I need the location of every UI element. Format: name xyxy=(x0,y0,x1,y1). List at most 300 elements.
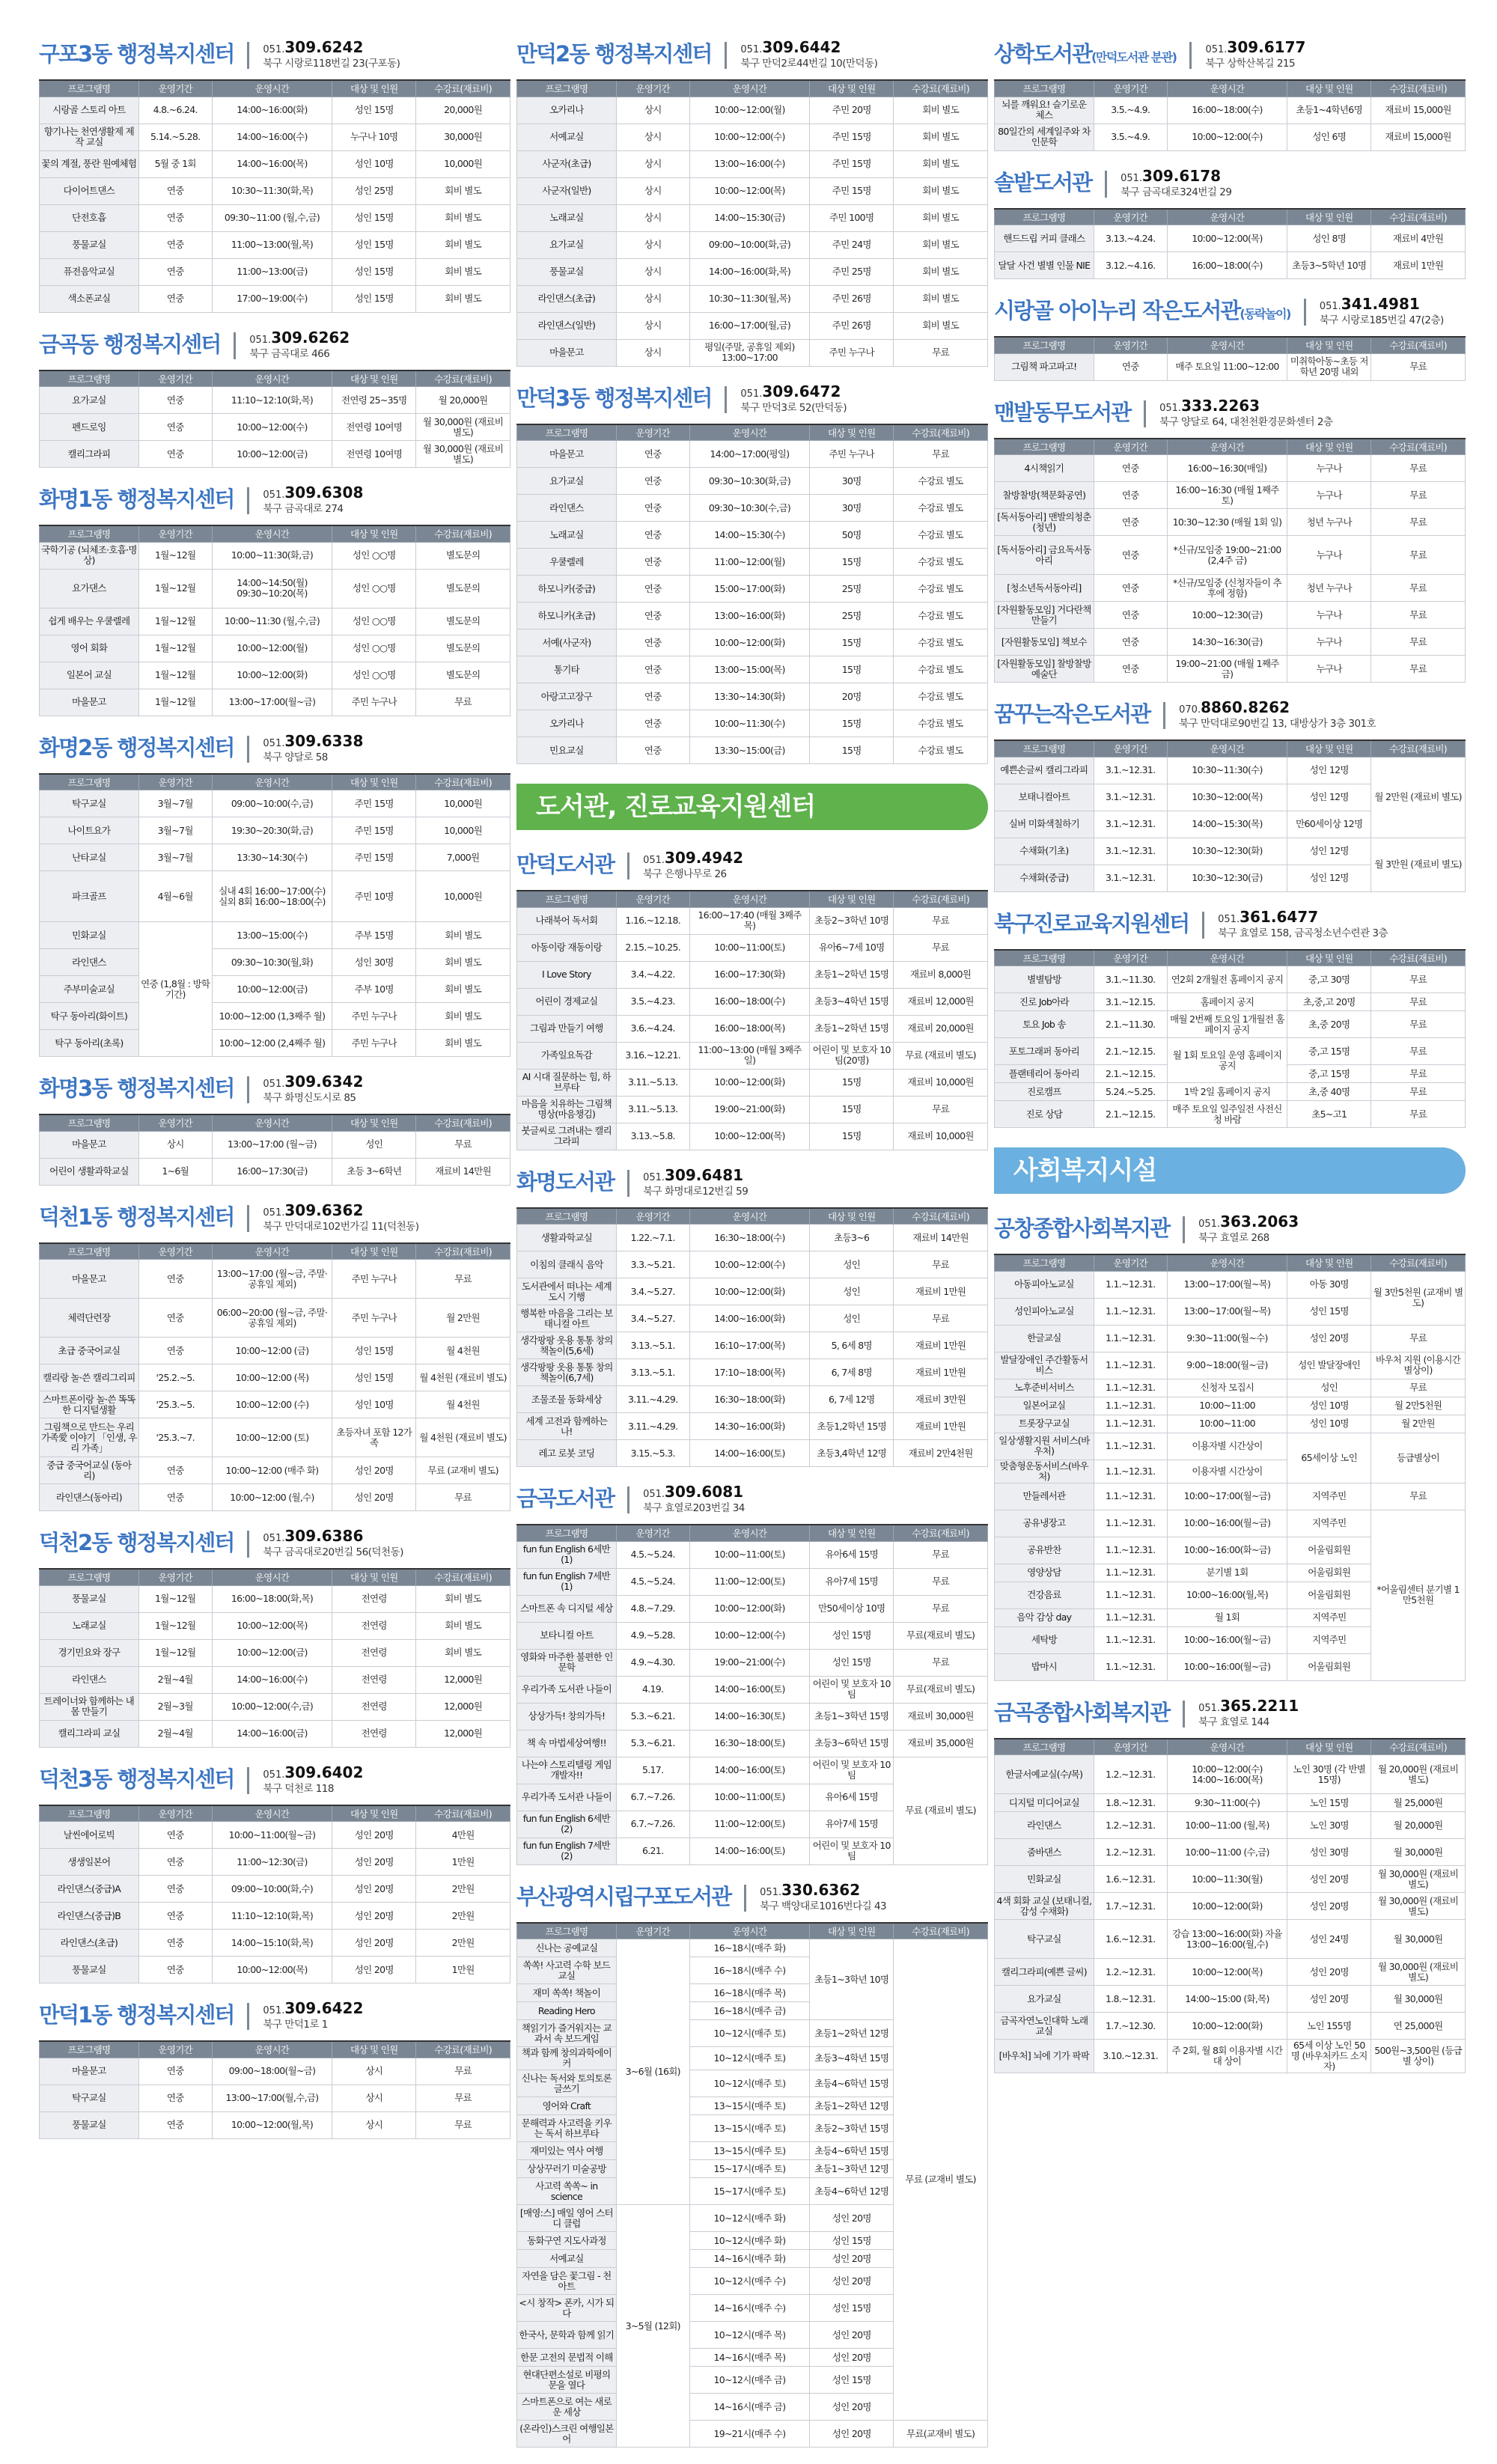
phone-number: 309.6242 xyxy=(284,38,364,56)
program-target: 어린이 및 보호자 10팀 xyxy=(810,1676,894,1703)
table-row xyxy=(517,1730,988,1757)
program-name: 라인댄스 xyxy=(517,495,617,522)
column-header: 운영시간 xyxy=(212,525,332,542)
program-name: 건강음료 xyxy=(995,1582,1094,1608)
table-row xyxy=(995,629,1466,656)
program-period: 3.15.~5.3. xyxy=(616,1440,689,1467)
facility-name-text: 시랑골 아이누리 작은도서관 xyxy=(994,298,1240,323)
program-name: 풍물교실 xyxy=(40,231,139,258)
program-time: 16:00~18:00(수) xyxy=(689,988,810,1015)
facility-address: 북구 금곡대로324번길 29 xyxy=(1121,186,1232,198)
phone-prefix: 051. xyxy=(1205,44,1228,55)
program-target: 지역주민 xyxy=(1287,1483,1371,1510)
table-row xyxy=(995,1959,1466,1986)
program-target: 전연령 xyxy=(332,1693,416,1720)
facility-name-sub: (동락놀이) xyxy=(1240,307,1290,321)
program-time: 16:30~18:00(수) xyxy=(689,1225,810,1251)
column-header: 수강료(재료비) xyxy=(416,2041,510,2058)
program-target: 성인 20명 xyxy=(332,1484,416,1511)
program-target: 주민 20명 xyxy=(810,97,894,123)
program-name: 쉽게 배우는 우쿨렐레 xyxy=(40,608,139,635)
table-row xyxy=(40,1457,510,1484)
facility-address: 북구 금곡대로 466 xyxy=(249,347,330,360)
column-header: 운영기간 xyxy=(138,80,212,97)
program-target: 유아7세 15명 xyxy=(810,1568,894,1595)
program-period: 2월~4월 xyxy=(138,1720,212,1747)
table-row xyxy=(517,934,988,961)
program-target: 성인 10명 xyxy=(332,150,416,177)
program-time: 11:10~12:10(화,목) xyxy=(212,387,332,414)
table-row xyxy=(40,844,510,871)
program-name: Reading Hero xyxy=(517,2002,617,2020)
phone-prefix: 051. xyxy=(643,1489,665,1500)
program-target: 15명 xyxy=(810,549,894,576)
program-time: 10:00~12:00(수) xyxy=(1167,123,1287,150)
program-name: 보타니컬 아트 xyxy=(517,1622,617,1649)
program-time: 13:00~15:00(수) xyxy=(212,922,332,949)
program-fee: 무료 xyxy=(1371,1101,1466,1128)
column-header: 운영기간 xyxy=(138,370,212,387)
program-fee: 무료 xyxy=(1371,482,1466,509)
table-row xyxy=(995,1483,1466,1510)
program-period: 5.3.~6.21. xyxy=(616,1703,689,1730)
program-period: 연중 xyxy=(1094,629,1167,656)
program-target: 초등2~3학년 10명 xyxy=(810,907,894,934)
program-period: 연중 xyxy=(138,1484,212,1511)
program-period: 연중 xyxy=(1094,536,1167,575)
header-divider xyxy=(247,2003,249,2030)
facility-phone xyxy=(263,2001,363,2018)
facility-address: 북구 양달로 58 xyxy=(263,751,328,763)
program-fee: 무료 (재료비 별도) xyxy=(894,1757,988,1864)
program-time: 10~12시(매주 금) xyxy=(689,2367,810,2394)
program-period: 연중 xyxy=(1094,509,1167,536)
program-target: 성인 xyxy=(810,1251,894,1278)
program-name: 맞춤형운동서비스(바우처) xyxy=(995,1460,1094,1483)
table-row xyxy=(517,1440,988,1467)
program-target: 성인 ○○명 xyxy=(332,635,416,662)
program-time: 16:00~17:00(월,금) xyxy=(689,312,810,339)
column-header: 프로그램명 xyxy=(40,2041,139,2058)
facility-name xyxy=(994,1698,1169,1727)
program-period: 3.1.~12.31. xyxy=(1094,811,1167,838)
program-target: 상시 xyxy=(332,2085,416,2111)
program-name: 노래교실 xyxy=(517,522,617,549)
program-time: 19:00~21:00(수) xyxy=(689,1649,810,1676)
program-target: 성인 15명 xyxy=(810,2232,894,2250)
program-target: 미취학아동~초등 저학년 20명 내외 xyxy=(1287,353,1371,380)
program-fee: 재료비 1만원 xyxy=(894,1359,988,1386)
program-fee: 무료 xyxy=(416,2058,510,2085)
program-fee: 수강료 별도 xyxy=(894,710,988,737)
program-time: 10:00~11:00(월~금) xyxy=(212,1822,332,1849)
facility-address: 북구 금곡대로 274 xyxy=(263,503,344,515)
facility-section xyxy=(39,39,510,313)
program-period: 2.15.~10.25. xyxy=(616,934,689,961)
table-row xyxy=(517,603,988,629)
program-period: 3.11.~5.13. xyxy=(616,1069,689,1096)
facility-section xyxy=(516,850,988,1150)
program-target: 성인 15명 xyxy=(332,231,416,258)
table-row xyxy=(517,1676,988,1703)
program-table xyxy=(516,890,988,1150)
program-name: 색소폰교실 xyxy=(40,285,139,312)
column-header: 프로그램명 xyxy=(40,1114,139,1131)
program-target: 초등1~3학년 12명 xyxy=(810,2160,894,2178)
program-period: 3.5.~4.23. xyxy=(616,988,689,1015)
column-header: 수강료(재료비) xyxy=(894,424,988,441)
program-name: 펜드로잉 xyxy=(40,414,139,441)
program-table xyxy=(39,2040,510,2139)
column-header: 운영기간 xyxy=(138,1805,212,1822)
phone-number: 309.6338 xyxy=(284,731,364,750)
program-fee: 수강료 별도 xyxy=(894,629,988,656)
program-target: 유아6세 15명 xyxy=(810,1784,894,1811)
table-row xyxy=(40,689,510,716)
program-target: 15명 xyxy=(810,629,894,656)
program-period: 1.1.~12.31. xyxy=(1094,1582,1167,1608)
column-header: 운영시간 xyxy=(689,891,810,907)
table-row xyxy=(995,1415,1466,1433)
phone-number: 309.6481 xyxy=(665,1165,744,1184)
program-target: 전연령 xyxy=(332,1666,416,1693)
program-name: 조물조물 동화세상 xyxy=(517,1386,617,1413)
header-divider xyxy=(234,332,236,359)
program-target: 성인 12명 xyxy=(1287,838,1371,864)
program-period: 3.1.~12.31. xyxy=(1094,757,1167,784)
program-name: 체력단련장 xyxy=(40,1299,139,1338)
program-target: 15명 xyxy=(810,737,894,764)
program-name: 행복한 마음을 그리는 보태니컬 아트 xyxy=(517,1305,617,1332)
program-time: 14:00~16:00(목) xyxy=(212,150,332,177)
program-period: 3.11.~4.29. xyxy=(616,1386,689,1413)
program-period: 1.2.~12.31. xyxy=(1094,1959,1167,1986)
program-time: 14:00~16:00(금) xyxy=(212,1720,332,1747)
table-row xyxy=(995,2040,1466,2073)
program-period: 1.2.~12.31. xyxy=(1094,1839,1167,1866)
facility-name-text: 덕천2동 행정복지센터 xyxy=(39,1530,234,1555)
column-header: 대상 및 인원 xyxy=(1287,209,1371,225)
program-fee: 무료 xyxy=(1371,1065,1466,1083)
program-name: <시 창작> 폰카, 시가 되다 xyxy=(517,2295,617,2322)
column-header: 수강료(재료비) xyxy=(1371,439,1466,455)
program-fee: 월 30,000원 xyxy=(1371,1986,1466,2013)
column-header: 수강료(재료비) xyxy=(416,1243,510,1260)
program-fee: 무료 xyxy=(1371,966,1466,993)
program-fee: 무료 xyxy=(1371,993,1466,1011)
table-row xyxy=(995,1271,1466,1298)
program-period: 상시 xyxy=(616,312,689,339)
program-fee: 별도문의 xyxy=(416,635,510,662)
program-fee: 2만원 xyxy=(416,1903,510,1930)
program-target: 주민 25명 xyxy=(810,258,894,285)
facility-name-text: 화명1동 행정복지센터 xyxy=(39,487,234,512)
program-time: 14:00~15:30(금) xyxy=(689,204,810,231)
program-name: 토요 Job 송 xyxy=(995,1011,1094,1038)
facility-header xyxy=(994,39,1466,73)
program-name: 라인댄스 xyxy=(995,1812,1094,1839)
program-period: 1월~12월 xyxy=(138,1612,212,1639)
facility-section xyxy=(39,1764,510,1984)
facility-header xyxy=(39,733,510,767)
program-period: 4.9.~5.28. xyxy=(616,1622,689,1649)
table-row xyxy=(40,177,510,204)
table-row xyxy=(40,123,510,150)
program-name: 민요교실 xyxy=(517,737,617,764)
column-header: 수강료(재료비) xyxy=(894,1208,988,1225)
program-time: 실내 4회 16:00~17:00(수) 실외 8회 16:00~18:00(수) xyxy=(212,871,332,922)
facility-section xyxy=(39,733,510,1058)
program-period: 연중 xyxy=(138,285,212,312)
table-row xyxy=(40,387,510,414)
program-name: [자원활동모임] 찰방찰방예술단 xyxy=(995,656,1094,683)
facility-contact xyxy=(263,484,363,516)
header-divider xyxy=(725,42,727,69)
table-row xyxy=(995,1510,1466,1537)
table-row xyxy=(40,1030,510,1057)
column-header: 대상 및 인원 xyxy=(332,525,416,542)
program-name: 플랜테리어 동아리 xyxy=(995,1065,1094,1083)
table-row xyxy=(995,2013,1466,2040)
program-period: 연중 xyxy=(138,1957,212,1983)
program-name: 수채화(기초) xyxy=(995,838,1094,864)
program-target: 누구나 xyxy=(1287,602,1371,629)
program-fee: 월 20,000원 xyxy=(1371,1812,1466,1839)
program-period: 연중 xyxy=(138,1849,212,1876)
program-target: 성인 xyxy=(332,1131,416,1158)
program-fee: 회비 별도 xyxy=(894,231,988,258)
table-row xyxy=(40,97,510,123)
program-time: 10:00~12:00(월,목) xyxy=(212,2111,332,2138)
header-divider xyxy=(627,1486,629,1513)
phone-number: 330.6362 xyxy=(781,1880,861,1899)
program-target: 초등4~6학년 15명 xyxy=(810,2070,894,2097)
table-header-row xyxy=(517,891,988,907)
program-target: 성인 8명 xyxy=(1287,225,1371,252)
program-fee: 무료 xyxy=(894,1649,988,1676)
table-row xyxy=(40,1391,510,1418)
column-header: 프로그램명 xyxy=(40,80,139,97)
program-name: 그림책으로 만드는 우리 가족愛 이야기 「인생, 우리 가족」 xyxy=(40,1418,139,1457)
program-period: 3.1.~11.30. xyxy=(1094,966,1167,993)
program-period: 5.3.~6.21. xyxy=(616,1730,689,1757)
program-time: 16~18시(매주 금) xyxy=(689,2002,810,2020)
program-period: 연중 xyxy=(138,2085,212,2111)
facility-header xyxy=(39,1764,510,1799)
table-row xyxy=(40,949,510,976)
program-time: 14~16시(매주 목) xyxy=(689,2349,810,2367)
program-name: 캘리랑 놀·쓴 캘리그리피 xyxy=(40,1364,139,1391)
table-row xyxy=(995,1011,1466,1038)
facility-section xyxy=(39,1202,510,1512)
program-table xyxy=(39,370,510,469)
program-target: 상시 xyxy=(332,2058,416,2085)
table-row xyxy=(40,1612,510,1639)
table-row xyxy=(40,1876,510,1903)
program-name: 책 속 마법세상여행!! xyxy=(517,1730,617,1757)
facility-header xyxy=(994,1213,1466,1248)
phone-number: 333.2263 xyxy=(1181,396,1260,415)
table-row xyxy=(517,683,988,710)
table-row xyxy=(40,922,510,949)
program-target: 성인 24명 xyxy=(1287,1920,1371,1959)
table-row xyxy=(995,1755,1466,1794)
program-name: 단전호흡 xyxy=(40,204,139,231)
program-name: 상상꾸러기 미술공방 xyxy=(517,2160,617,2178)
program-time: 11:00~13:00 (매월 3째주 일) xyxy=(689,1042,810,1069)
program-time: 13~15시(매주 토) xyxy=(689,2115,810,2142)
program-period: 2.1.~12.15. xyxy=(1094,1038,1167,1065)
program-name: 오카리나 xyxy=(517,710,617,737)
program-fee: 무료 xyxy=(894,1595,988,1622)
program-target: 성인 15명 xyxy=(332,1338,416,1364)
facility-name xyxy=(39,1528,234,1558)
program-time: *신규/모임중 19:00~21:00 (2,4주 금) xyxy=(1167,536,1287,575)
facility-name xyxy=(994,168,1091,198)
program-period: 1.2.~12.31. xyxy=(1094,1755,1167,1794)
table-row xyxy=(995,225,1466,252)
program-time: 17:00~19:00(수) xyxy=(212,285,332,312)
program-time: 13:30~15:00(금) xyxy=(689,737,810,764)
program-target: 성인 ○○명 xyxy=(332,608,416,635)
program-target: 유아7세 15명 xyxy=(810,1811,894,1838)
program-time: 10:00~12:00 (토) xyxy=(212,1418,332,1457)
program-target: 성인 15명 xyxy=(810,2367,894,2394)
program-period: 상시 xyxy=(616,97,689,123)
program-time: 11:10~12:10(화,목) xyxy=(212,1903,332,1930)
program-period: 1.1.~12.31. xyxy=(1094,1564,1167,1582)
program-name: 난타교실 xyxy=(40,844,139,871)
facility-header xyxy=(516,383,988,418)
facility-address: 북구 만덕3로 52(만덕동) xyxy=(740,401,847,414)
program-target: 초등3,4학년 12명 xyxy=(810,1440,894,1467)
phone-number: 309.6362 xyxy=(284,1201,364,1219)
program-fee: 12,000원 xyxy=(416,1693,510,1720)
facility-name xyxy=(994,1213,1169,1243)
phone-number: 309.6081 xyxy=(665,1483,744,1501)
column-header: 프로그램명 xyxy=(995,80,1094,97)
table-row xyxy=(995,123,1466,150)
program-target: 15명 xyxy=(810,710,894,737)
program-name: 통기타 xyxy=(517,656,617,683)
table-row xyxy=(995,757,1466,784)
program-time: 매월 2번째 토요일 1개월전 홈페이지 공지 xyxy=(1167,1011,1287,1038)
program-table xyxy=(994,438,1466,683)
program-name: 한국사, 문학과 함께 읽기 xyxy=(517,2322,617,2349)
program-period: 1.6.~12.31. xyxy=(1094,1866,1167,1893)
program-time: 16:00~16:30(매일) xyxy=(1167,455,1287,482)
program-target: 65세이상 노인 xyxy=(1287,1433,1371,1483)
program-target: 초등3~4학년 15명 xyxy=(810,988,894,1015)
column-right xyxy=(994,39,1466,2090)
table-row xyxy=(995,252,1466,279)
program-time: 11:00~12:30(금) xyxy=(212,1849,332,1876)
program-fee: 무료 xyxy=(1371,1011,1466,1038)
column-header: 수강료(재료비) xyxy=(1371,740,1466,757)
program-name: 요가교실 xyxy=(995,1986,1094,2013)
program-fee: 4만원 xyxy=(416,1822,510,1849)
program-time: 09:30~11:00 (월,수,금) xyxy=(212,204,332,231)
facility-name-text: 화명도서관 xyxy=(516,1168,615,1195)
program-target: 성인 15명 xyxy=(332,285,416,312)
program-period: 3월~7월 xyxy=(138,790,212,817)
column-header: 수강료(재료비) xyxy=(894,1923,988,1939)
table-row xyxy=(517,1278,988,1305)
program-fee: 회비 별도 xyxy=(894,97,988,123)
program-target: 성인 30명 xyxy=(1287,1839,1371,1866)
program-time: 14:00~17:00(평일) xyxy=(689,441,810,468)
table-row xyxy=(40,635,510,662)
program-name: [자원활동모임] 책보수 xyxy=(995,629,1094,656)
program-name: 책읽기가 즐거워지는 교과서 속 보드게임 xyxy=(517,2020,617,2047)
program-time: 월 1회 토요일 운영 홈페이지 공지 xyxy=(1167,1038,1287,1083)
program-name: 노래교실 xyxy=(517,204,617,231)
program-period: 연중 xyxy=(138,2058,212,2085)
program-table xyxy=(516,1207,988,1468)
program-period: 3.5.~4.9. xyxy=(1094,123,1167,150)
facility-header xyxy=(994,1698,1466,1732)
table-row xyxy=(40,790,510,817)
column-header: 운영기간 xyxy=(1094,439,1167,455)
column-header: 프로그램명 xyxy=(995,337,1094,353)
facility-name-text: 금곡종합사회복지관 xyxy=(994,1699,1170,1725)
facility-header xyxy=(39,329,510,364)
program-period: 1.1.~12.31. xyxy=(1094,1397,1167,1415)
phone-number: 8860.8262 xyxy=(1201,698,1290,716)
program-target: 성인 ○○명 xyxy=(332,542,416,569)
program-time: 11:00~12:00(토) xyxy=(689,1568,810,1595)
section-band-title: 도서관, 진로교육지원센터 xyxy=(516,784,988,830)
table-header-row xyxy=(40,2041,510,2058)
table-row xyxy=(40,1693,510,1720)
program-target: 성인 20명 xyxy=(332,1903,416,1930)
program-target: 지역주민 xyxy=(1287,1626,1371,1653)
program-target: 주민 누구나 xyxy=(332,1003,416,1030)
table-row xyxy=(40,1338,510,1364)
facility-phone xyxy=(1218,907,1388,927)
program-period: 1.1.~12.31. xyxy=(1094,1298,1167,1325)
program-period: 연중 xyxy=(138,1457,212,1484)
program-target: 성인 20명 xyxy=(332,1457,416,1484)
table-row xyxy=(517,1015,988,1042)
program-name: 영어와 Craft xyxy=(517,2097,617,2115)
column-header: 프로그램명 xyxy=(40,370,139,387)
program-time: 10:00~12:00 (2,4째주 월) xyxy=(212,1030,332,1057)
column-header: 운영기간 xyxy=(1094,1739,1167,1755)
program-fee: 월 25,000원 xyxy=(1371,1794,1466,1812)
program-period: 5.14.~5.28. xyxy=(138,123,212,150)
table-row xyxy=(995,1397,1466,1415)
table-row xyxy=(517,312,988,339)
program-time: 10:00~12:30(금) xyxy=(1167,602,1287,629)
program-period: 4.5.~5.24. xyxy=(616,1541,689,1568)
phone-prefix: 051. xyxy=(1218,913,1240,925)
facility-name xyxy=(39,2000,234,2030)
program-fee: 30,000원 xyxy=(416,123,510,150)
program-time: 09:00~10:00(화,수) xyxy=(212,1876,332,1903)
program-target: 성인 10명 xyxy=(1287,1397,1371,1415)
program-target: 주민 24명 xyxy=(810,231,894,258)
facility-contact xyxy=(249,329,350,362)
table-row xyxy=(40,1666,510,1693)
program-time: 13~15시(매주 토) xyxy=(689,2097,810,2115)
facility-name-text: 금곡동 행정복지센터 xyxy=(39,331,221,357)
program-target: 초등3~4학년 15명 xyxy=(810,2047,894,2070)
program-time: 10:00~12:00(수) xyxy=(689,1251,810,1278)
facility-phone xyxy=(263,40,400,57)
program-target: 초등1~2학년 15명 xyxy=(810,961,894,988)
program-period: 연중 xyxy=(138,2111,212,2138)
